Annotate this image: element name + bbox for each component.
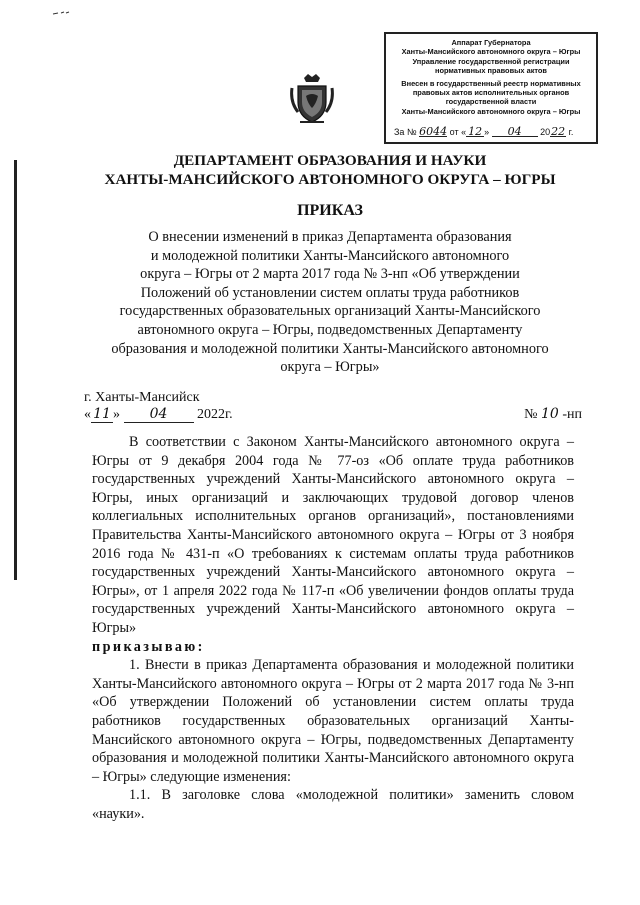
order-body	[92, 433, 574, 823]
item-1-1-paragraph: 1.1. В заголовке слова «молодежной политики» заменить словом «науки».	[92, 787, 574, 822]
stamp-reg-year: 22	[551, 124, 566, 138]
subject-line: автономного округа – Югры, подведомственных Департаменту	[137, 321, 523, 338]
subject-line: государственных образовательных организаций Ханты-Мансийского	[119, 303, 541, 320]
scan-mark	[52, 10, 70, 16]
stamp-line: Внесен в государственный реестр нормативных	[401, 78, 581, 88]
order-subject	[70, 228, 590, 377]
order-title: ПРИКАЗ	[297, 202, 363, 219]
order-directive	[92, 638, 574, 657]
stamp-line: государственной власти	[445, 97, 537, 107]
stamp-reg-prefix: За №	[394, 126, 417, 137]
number-prefix: №	[524, 407, 538, 422]
stamp-reg-year-prefix: 20	[540, 126, 551, 137]
stamp-line: Ханты-Мансийского автономного округа – Югры	[401, 47, 581, 57]
stamp-reg-number: 6044	[419, 124, 448, 138]
subject-line: Положений об установлении систем оплаты труда работников	[140, 284, 520, 301]
subject-line: округа – Югры от 2 марта 2017 года № 3-нп «Об утверждении	[140, 266, 520, 283]
department-line: ХАНТЫ-МАНСИЙСКОГО АВТОНОМНОГО ОКРУГА – ЮГРЫ	[104, 171, 556, 188]
scan-edge-line	[14, 160, 17, 580]
stamp-reg-month: 04	[492, 127, 538, 137]
date-month: 04	[124, 406, 194, 423]
prikazyvayu-label: приказываю:	[92, 638, 205, 655]
date-open-quote: «	[84, 407, 91, 422]
preamble-paragraph: В соответствии с Законом Ханты-Мансийского автономного округа – Югры от 9 декабря 2004 года № 77-оз «Об оплате труда работников государственных учреждений Ханты-Мансийского автономного округа – Югры, иных организаций и заключающих трудовой договор членов коллегиальных исполнительных органов организаций», постановлениями Правительства Ханты-Мансийского автономного округа – Югры от 3 ноября 2016 года № 431-п «О требованиях к системам оплаты труда работников государственных учреждений Ханты-Мансийского автономного округа – Югры», от 1 апреля 2022 года № 117-п «Об увеличении фондов оплаты труда государственных учреждений Ханты-Мансийского автономного округа – Югры»	[92, 434, 574, 636]
date-day: 11	[91, 406, 113, 423]
order-date	[84, 406, 233, 423]
coat-of-arms-icon	[290, 72, 334, 126]
stamp-line: Ханты-Мансийского автономного округа – Югры	[401, 106, 581, 116]
stamp-registration-line	[394, 124, 590, 138]
item-1-paragraph: 1. Внести в приказ Департамента образования и молодежной политики Ханты-Мансийского автономного округа – Югры от 2 марта 2017 года № 3-нп «Об утверждении Положений об установлении систем оплаты труда работников государственных образовательных организаций Ханты-Мансийского автономного округа – Югры, подведомственных Департаменту образования и молодежной политики Ханты-Мансийского автономного округа – Югры» следующие изменения:	[92, 657, 574, 785]
stamp-reg-day: 12	[468, 124, 483, 138]
stamp-line: Управление государственной регистрации	[412, 56, 570, 66]
city-label: г. Ханты-Мансийск	[84, 390, 200, 405]
subject-line: и молодежной политики Ханты-Мансийского автономного	[150, 247, 510, 264]
department-heading	[60, 151, 600, 189]
subject-line: образования и молодежной политики Ханты-Мансийского автономного	[111, 340, 549, 357]
order-number	[524, 406, 582, 423]
stamp-reg-g: г.	[568, 126, 574, 137]
stamp-line: нормативных правовых актов	[435, 66, 547, 76]
stamp-reg-day-close: »	[484, 126, 490, 137]
date-year: 2022г.	[197, 407, 233, 422]
department-line: ДЕПАРТАМЕНТ ОБРАЗОВАНИЯ И НАУКИ	[173, 152, 487, 169]
registration-stamp	[384, 32, 598, 144]
stamp-reg-from: от «	[449, 126, 467, 137]
subject-line: О внесении изменений в приказ Департамента образования	[148, 229, 512, 245]
stamp-line: Аппарат Губернатора	[451, 38, 531, 47]
subject-line: округа – Югры»	[280, 359, 380, 376]
stamp-line: правовых актов исполнительных органов	[412, 88, 570, 98]
date-close-quote: »	[113, 407, 120, 422]
number-suffix: -нп	[562, 407, 582, 422]
number-value: 10	[541, 406, 559, 422]
